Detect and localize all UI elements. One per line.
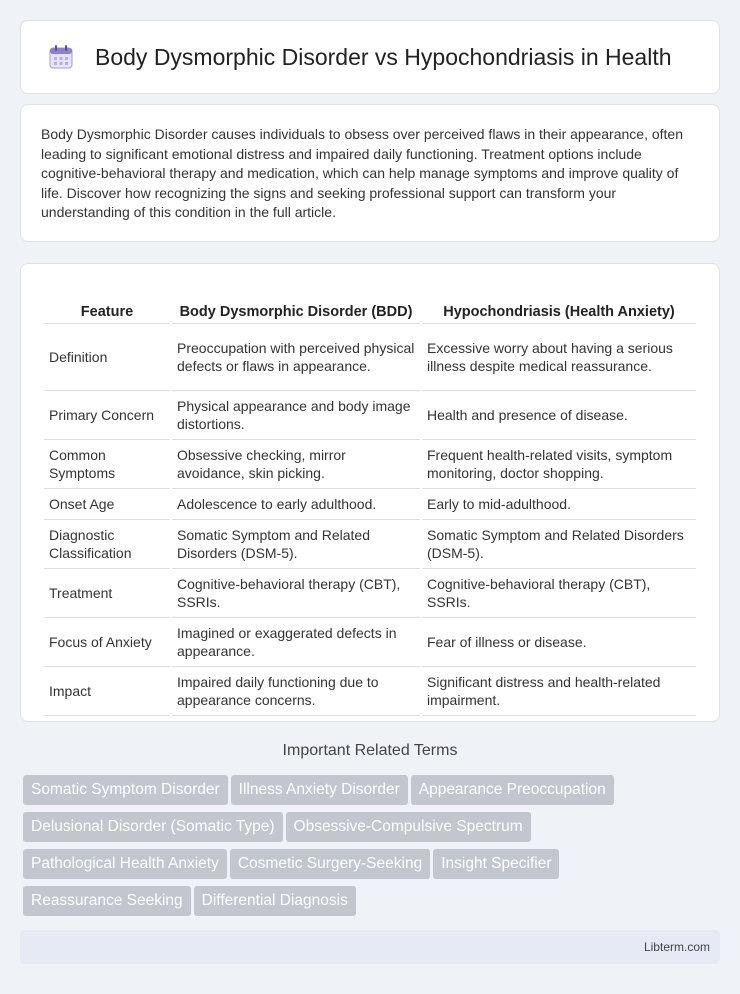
table-cell: Onset Age	[44, 489, 170, 520]
table-cell: Cognitive-behavioral therapy (CBT), SSRIs.	[172, 569, 420, 618]
related-term-tag[interactable]: Illness Anxiety Disorder	[231, 775, 408, 805]
table-cell: Imagined or exaggerated defects in appearance.	[172, 618, 420, 667]
table-cell: Excessive worry about having a serious illness despite medical reassurance.	[422, 324, 696, 391]
table-cell: Cognitive-behavioral therapy (CBT), SSRIs.	[422, 569, 696, 618]
table-header: Feature	[44, 282, 170, 324]
table-cell: Definition	[44, 324, 170, 391]
table-row	[44, 440, 696, 489]
table-cell: Physical appearance and body image distortions.	[172, 391, 420, 440]
related-term-tag[interactable]: Appearance Preoccupation	[411, 775, 614, 805]
table-row	[44, 324, 696, 391]
comparison-table	[42, 282, 698, 716]
related-terms-title: Important Related Terms	[282, 742, 458, 759]
table-cell: Treatment	[44, 569, 170, 618]
table-cell: Primary Concern	[44, 391, 170, 440]
comparison-table-card	[20, 263, 720, 722]
table-cell: Fear of illness or disease.	[422, 618, 696, 667]
calendar-icon	[47, 43, 75, 71]
table-cell: Somatic Symptom and Related Disorders (DSM-5).	[422, 520, 696, 569]
table-row	[44, 618, 696, 667]
intro-text: Body Dysmorphic Disorder causes individuals to obsess over perceived flaws in their appearance, often leading to significant emotional distress and impaired daily functioning. Treatment options include cognitive-behavioral therapy and medication, which can help manage symptoms and improve quality of life. Discover how recognizing the signs and seeking professional support can transform your understanding of this condition in the full article.	[41, 126, 683, 220]
intro-card	[20, 104, 720, 242]
related-terms-list	[23, 775, 723, 923]
related-term-tag[interactable]: Cosmetic Surgery-Seeking	[230, 849, 430, 879]
table-cell: Impaired daily functioning due to appearance concerns.	[172, 667, 420, 716]
table-row	[44, 569, 696, 618]
footer-site-link[interactable]: Libterm.com	[643, 940, 710, 954]
table-cell: Obsessive checking, mirror avoidance, skin picking.	[172, 440, 420, 489]
table-row	[44, 520, 696, 569]
table-cell: Common Symptoms	[44, 440, 170, 489]
related-term-tag[interactable]: Delusional Disorder (Somatic Type)	[23, 812, 283, 842]
table-cell: Somatic Symptom and Related Disorders (DSM-5).	[172, 520, 420, 569]
table-cell: Significant distress and health-related impairment.	[422, 667, 696, 716]
related-term-tag[interactable]: Insight Specifier	[433, 849, 559, 879]
table-cell: Early to mid-adulthood.	[422, 489, 696, 520]
header-card	[20, 20, 720, 94]
table-cell: Adolescence to early adulthood.	[172, 489, 420, 520]
related-term-tag[interactable]: Obsessive-Compulsive Spectrum	[286, 812, 531, 842]
footer	[20, 930, 720, 964]
related-term-tag[interactable]: Pathological Health Anxiety	[23, 849, 227, 879]
table-cell: Impact	[44, 667, 170, 716]
related-term-tag[interactable]: Reassurance Seeking	[23, 886, 191, 916]
table-header: Hypochondriasis (Health Anxiety)	[422, 282, 696, 324]
table-cell: Preoccupation with perceived physical defects or flaws in appearance.	[172, 324, 420, 391]
table-header-row	[44, 282, 696, 324]
related-term-tag[interactable]: Differential Diagnosis	[194, 886, 356, 916]
table-row	[44, 667, 696, 716]
table-cell: Frequent health-related visits, symptom monitoring, doctor shopping.	[422, 440, 696, 489]
table-cell: Focus of Anxiety	[44, 618, 170, 667]
table-cell: Health and presence of disease.	[422, 391, 696, 440]
table-cell: Diagnostic Classification	[44, 520, 170, 569]
table-header: Body Dysmorphic Disorder (BDD)	[172, 282, 420, 324]
table-row	[44, 391, 696, 440]
table-row	[44, 489, 696, 520]
page-title: Body Dysmorphic Disorder vs Hypochondriasis in Health	[95, 43, 672, 70]
related-term-tag[interactable]: Somatic Symptom Disorder	[23, 775, 228, 805]
